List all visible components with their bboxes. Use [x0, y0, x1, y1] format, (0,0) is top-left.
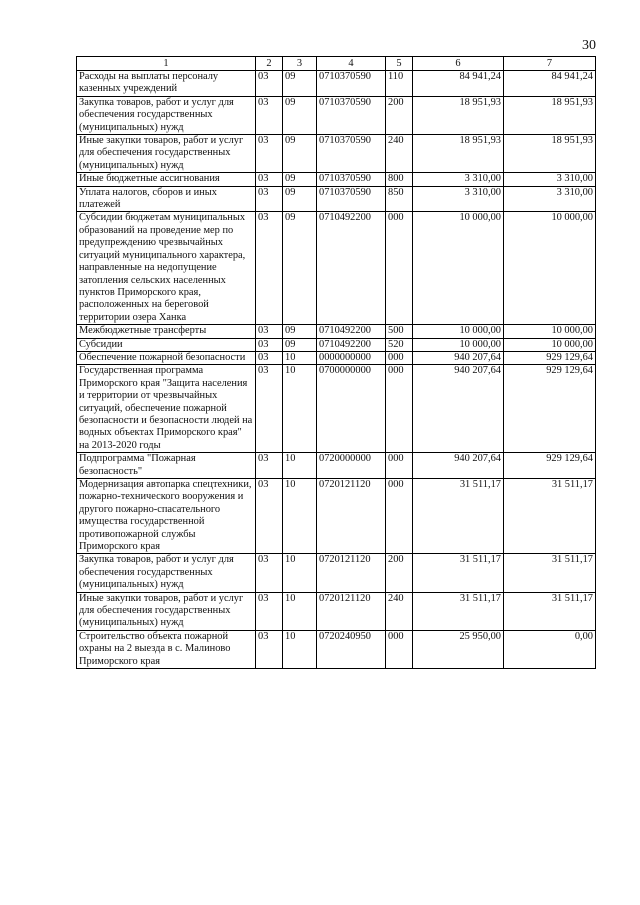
amount-column-6: 10 000,00 [413, 325, 504, 338]
subsection-code: 10 [283, 630, 317, 668]
row-description: Субсидии [77, 338, 256, 351]
table-row [77, 351, 596, 364]
row-description: Подпрограмма "Пожарная безопасность" [77, 453, 256, 479]
expense-type-code: 800 [386, 173, 413, 186]
expense-type-code: 200 [386, 96, 413, 134]
section-code: 03 [256, 338, 283, 351]
subsection-code: 09 [283, 212, 317, 325]
subsection-code: 09 [283, 338, 317, 351]
amount-column-6: 31 511,17 [413, 479, 504, 554]
expense-type-code: 520 [386, 338, 413, 351]
row-description: Модернизация автопарка спецтехники, пожарно-технического вооружения и другого пожарно-спасательного имущества государственной противопожарной службы Приморского края [77, 479, 256, 554]
table-row [77, 186, 596, 212]
target-article-code: 0710492200 [317, 338, 386, 351]
target-article-code: 0710370590 [317, 71, 386, 97]
table-row [77, 630, 596, 668]
amount-column-7: 10 000,00 [504, 212, 596, 325]
subsection-code: 10 [283, 592, 317, 630]
expense-type-code: 200 [386, 554, 413, 592]
subsection-code: 10 [283, 351, 317, 364]
amount-column-7: 31 511,17 [504, 479, 596, 554]
target-article-code: 0710492200 [317, 212, 386, 325]
row-description: Уплата налогов, сборов и иных платежей [77, 186, 256, 212]
section-code: 03 [256, 186, 283, 212]
row-description: Строительство объекта пожарной охраны на 2 выезда в с. Малиново Приморского края [77, 630, 256, 668]
amount-column-6: 18 951,93 [413, 135, 504, 173]
target-article-code: 0720000000 [317, 453, 386, 479]
table-row [77, 173, 596, 186]
table-row [77, 592, 596, 630]
row-description: Иные бюджетные ассигнования [77, 173, 256, 186]
expense-type-code: 000 [386, 479, 413, 554]
subsection-code: 09 [283, 325, 317, 338]
section-code: 03 [256, 173, 283, 186]
section-code: 03 [256, 365, 283, 453]
section-code: 03 [256, 212, 283, 325]
expense-type-code: 240 [386, 592, 413, 630]
target-article-code: 0720121120 [317, 554, 386, 592]
table-header-row [77, 57, 596, 71]
subsection-code: 09 [283, 96, 317, 134]
subsection-code: 10 [283, 453, 317, 479]
amount-column-6: 31 511,17 [413, 592, 504, 630]
table-row [77, 325, 596, 338]
section-code: 03 [256, 453, 283, 479]
amount-column-6: 3 310,00 [413, 186, 504, 212]
target-article-code: 0710370590 [317, 96, 386, 134]
row-description: Иные закупки товаров, работ и услуг для обеспечения государственных (муниципальных) нужд [77, 592, 256, 630]
subsection-code: 10 [283, 479, 317, 554]
row-description: Закупка товаров, работ и услуг для обеспечения государственных (муниципальных) нужд [77, 554, 256, 592]
table-row [77, 365, 596, 453]
column-header: 2 [256, 57, 283, 71]
amount-column-7: 929 129,64 [504, 453, 596, 479]
amount-column-6: 10 000,00 [413, 212, 504, 325]
section-code: 03 [256, 554, 283, 592]
table-row [77, 554, 596, 592]
column-header: 4 [317, 57, 386, 71]
target-article-code: 0720240950 [317, 630, 386, 668]
amount-column-7: 18 951,93 [504, 135, 596, 173]
expense-type-code: 240 [386, 135, 413, 173]
amount-column-6: 31 511,17 [413, 554, 504, 592]
target-article-code: 0720121120 [317, 592, 386, 630]
section-code: 03 [256, 325, 283, 338]
column-header: 6 [413, 57, 504, 71]
amount-column-7: 31 511,17 [504, 592, 596, 630]
subsection-code: 09 [283, 135, 317, 173]
subsection-code: 10 [283, 554, 317, 592]
amount-column-6: 84 941,24 [413, 71, 504, 97]
column-header: 7 [504, 57, 596, 71]
expense-type-code: 850 [386, 186, 413, 212]
target-article-code: 0710370590 [317, 186, 386, 212]
row-description: Межбюджетные трансферты [77, 325, 256, 338]
amount-column-6: 25 950,00 [413, 630, 504, 668]
expense-type-code: 000 [386, 212, 413, 325]
table-row [77, 71, 596, 97]
section-code: 03 [256, 592, 283, 630]
target-article-code: 0700000000 [317, 365, 386, 453]
target-article-code: 0710492200 [317, 325, 386, 338]
amount-column-6: 10 000,00 [413, 338, 504, 351]
table-row [77, 453, 596, 479]
section-code: 03 [256, 96, 283, 134]
table-row [77, 96, 596, 134]
amount-column-7: 929 129,64 [504, 351, 596, 364]
amount-column-7: 10 000,00 [504, 325, 596, 338]
table-row [77, 479, 596, 554]
expense-type-code: 000 [386, 351, 413, 364]
amount-column-7: 84 941,24 [504, 71, 596, 97]
subsection-code: 09 [283, 173, 317, 186]
row-description: Обеспечение пожарной безопасности [77, 351, 256, 364]
row-description: Расходы на выплаты персоналу казенных учреждений [77, 71, 256, 97]
page-number: 30 [582, 38, 596, 53]
section-code: 03 [256, 479, 283, 554]
amount-column-7: 31 511,17 [504, 554, 596, 592]
amount-column-6: 18 951,93 [413, 96, 504, 134]
expense-type-code: 000 [386, 365, 413, 453]
section-code: 03 [256, 351, 283, 364]
amount-column-6: 940 207,64 [413, 365, 504, 453]
row-description: Закупка товаров, работ и услуг для обеспечения государственных (муниципальных) нужд [77, 96, 256, 134]
section-code: 03 [256, 135, 283, 173]
subsection-code: 09 [283, 186, 317, 212]
subsection-code: 10 [283, 365, 317, 453]
amount-column-7: 3 310,00 [504, 186, 596, 212]
amount-column-7: 18 951,93 [504, 96, 596, 134]
amount-column-7: 10 000,00 [504, 338, 596, 351]
amount-column-6: 3 310,00 [413, 173, 504, 186]
expense-type-code: 000 [386, 630, 413, 668]
expense-type-code: 500 [386, 325, 413, 338]
target-article-code: 0720121120 [317, 479, 386, 554]
amount-column-7: 929 129,64 [504, 365, 596, 453]
row-description: Государственная программа Приморского края "Защита населения и территории от чрезвычайных ситуаций, обеспечение пожарной безопасности и безопасности людей на водных объектах Приморского края" на 2013-2020 годы [77, 365, 256, 453]
amount-column-7: 3 310,00 [504, 173, 596, 186]
table-row [77, 135, 596, 173]
row-description: Субсидии бюджетам муниципальных образований на проведение мер по предупреждению чрезвычайных ситуаций муниципального характера, направленные на недопущение затопления сельских населенных пунктов Приморского края, расположенных на береговой территории озера Ханка [77, 212, 256, 325]
column-header: 5 [386, 57, 413, 71]
amount-column-6: 940 207,64 [413, 351, 504, 364]
amount-column-6: 940 207,64 [413, 453, 504, 479]
target-article-code: 0000000000 [317, 351, 386, 364]
section-code: 03 [256, 630, 283, 668]
expense-type-code: 000 [386, 453, 413, 479]
table-row [77, 338, 596, 351]
table-row [77, 212, 596, 325]
amount-column-7: 0,00 [504, 630, 596, 668]
expense-type-code: 110 [386, 71, 413, 97]
row-description: Иные закупки товаров, работ и услуг для обеспечения государственных (муниципальных) нужд [77, 135, 256, 173]
column-header: 1 [77, 57, 256, 71]
section-code: 03 [256, 71, 283, 97]
column-header: 3 [283, 57, 317, 71]
budget-table [76, 56, 596, 669]
target-article-code: 0710370590 [317, 135, 386, 173]
subsection-code: 09 [283, 71, 317, 97]
target-article-code: 0710370590 [317, 173, 386, 186]
